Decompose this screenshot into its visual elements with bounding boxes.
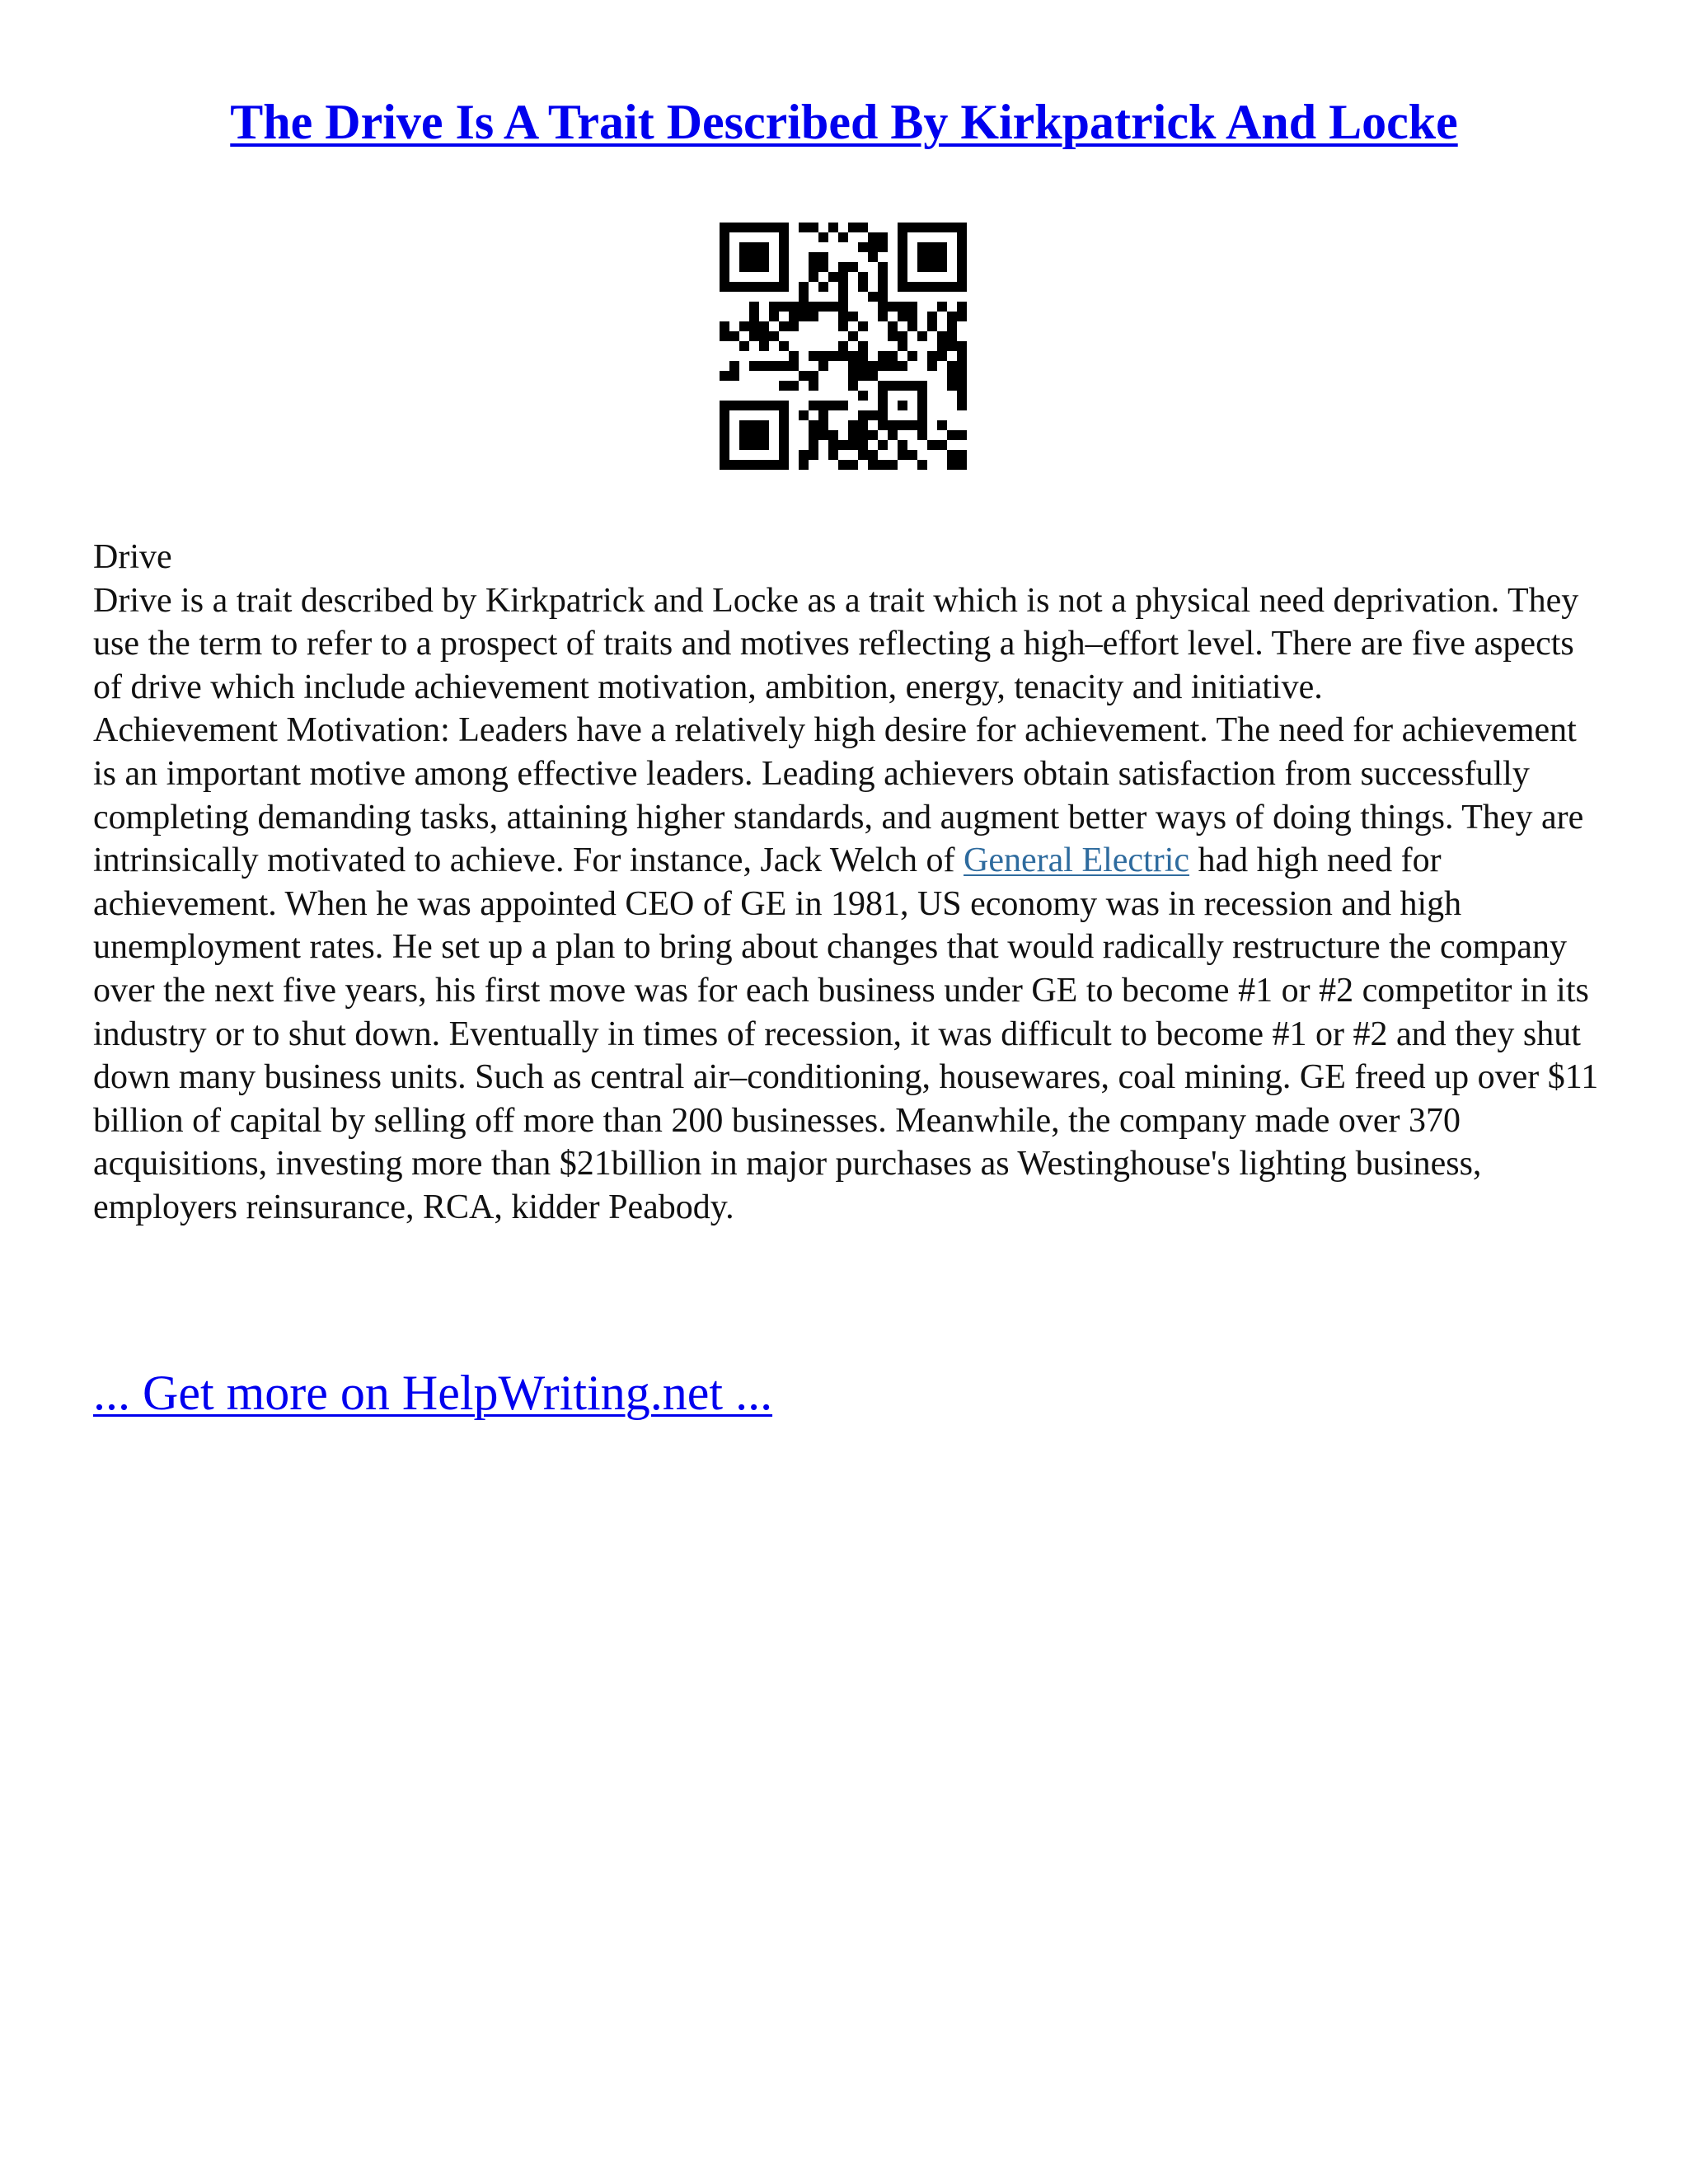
paragraph-drive: Drive is a trait described by Kirkpatrick and Locke as a trait which is not a physical need deprivation. They use the term to refer to a prospect of traits and motives reflecting a high–effort level. There are five aspects of drive which include achievement motivation, ambition, energy, tenacity and initiative. [93,581,1579,706]
general-electric-link[interactable]: General Electric [964,841,1190,880]
document-title [0,89,1688,155]
get-more-paragraph [93,1360,772,1426]
document-body [93,536,1601,1230]
title-link[interactable]: The Drive Is A Trait Described By Kirkpatrick And Locke [230,95,1458,149]
qr-code-icon [720,223,967,470]
paragraph-achievement [93,709,1601,1229]
paragraph-text-end: had high need for achievement. When he was appointed CEO of GE in 1981, US economy was in recession and high unemployment rates. He set up a plan to bring about changes that would radically restructure the company over the next five years, his first move was for each business under GE to become #1 or #2 competitor in its industry or to shut down. Eventually in times of recession, it was difficult to become #1 or #2 and they shut down many business units. Such as central air–conditioning, housewares, coal mining. GE freed up over $11 billion of capital by selling off more than 200 businesses. Meanwhile, the company made over 370 acquisitions, investing more than $21billion in major purchases as Westinghouse's lighting business, employers reinsurance, RCA, kidder Peabody. [93,841,1599,1226]
paragraph-text-start: Achievement Motivation: Leaders have a relatively high desire for achievement. The need for achievement is an important motive among effective leaders. Leading achievers obtain satisfaction from successfully completing demanding tasks, attaining higher standards, and augment better ways of doing things. They are intrinsically motivated to achieve. For instance, Jack Welch of [93,711,1584,880]
section-heading: Drive [93,538,172,576]
get-more-link[interactable]: ... Get more on HelpWriting.net ... [93,1366,773,1420]
